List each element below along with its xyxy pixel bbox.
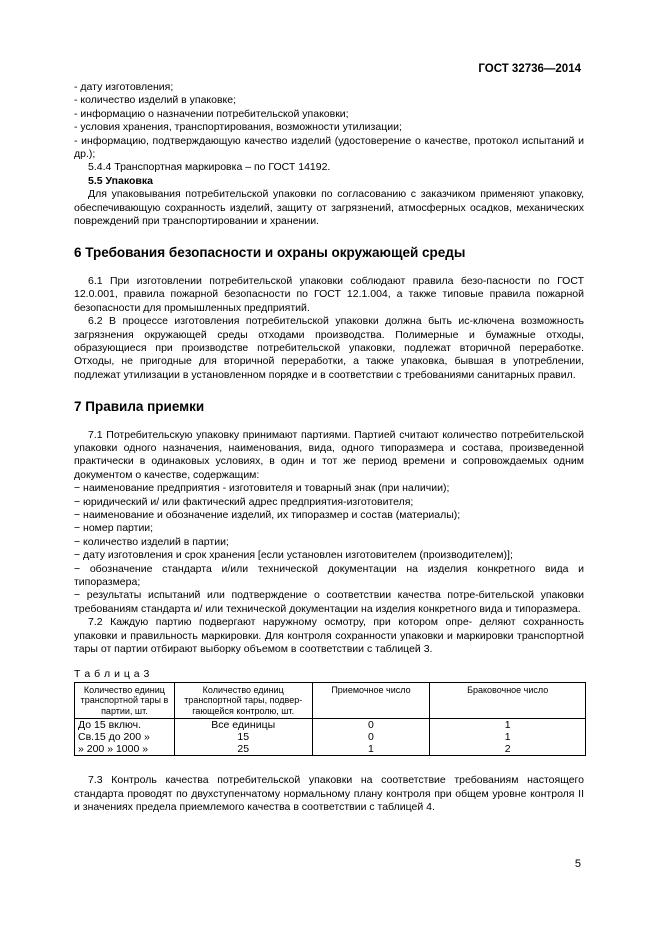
list-item: − юридический и/ или фактический адрес предприятия-изготовителя; — [74, 495, 414, 508]
table-cell: 1 — [430, 731, 586, 743]
clause-5-4-4: 5.4.4 Транспортная маркировка – по ГОСТ 14192. — [88, 161, 331, 174]
table-row — [75, 719, 586, 732]
table-cell: 1 — [312, 743, 430, 756]
table-header-cell: Браковочное число — [430, 682, 586, 719]
table-cell: До 15 включ. — [75, 719, 175, 732]
table-cell: 1 — [430, 719, 586, 732]
list-item: − номер партии; — [74, 522, 154, 535]
table-cell: Все единицы — [174, 719, 312, 732]
table-cell: 0 — [312, 719, 430, 732]
page-number: 5 — [574, 858, 581, 870]
list-item: - информацию, подтверждающую качество изделий (удостоверение о качестве, протокол испытаний и др.); — [74, 134, 584, 161]
table-cell: 2 — [430, 743, 586, 756]
section-6-title: 6 Требования безопасности и охраны окружающей среды — [74, 245, 466, 261]
table-row — [75, 731, 586, 743]
list-item: − обозначение стандарта и/или технической документации на изделия конкретного вида и типоразмера; — [74, 562, 584, 588]
list-item: − наименование предприятия - изготовителя и товарный знак (при наличии); — [74, 482, 450, 495]
clause-5-5-text: Для упаковывания потребительской упаковки по согласованию с заказчиком применяют упаковку, обеспечивающую сохранность изделий, защиту от загрязнений, атмосферных осадков, механических повреждений при транспортировании и хранении. — [74, 188, 584, 228]
list-item: − количество изделий в партии; — [74, 535, 229, 548]
sampling-table — [74, 682, 586, 757]
clause-7-2: 7.2 Каждую партию подвергают наружному осмотру, при котором опре- деляют сохранность упаковки и правильность маркировки. Для контроля сохранности упаковки и маркировки транспортной тары от партии отбирают выборку объемом в соответствии с таблицей 3. — [74, 616, 584, 656]
list-item: − дату изготовления и срок хранения [если установлен изготовителем (производителем)]; — [74, 549, 513, 562]
clause-5-5-title: 5.5 Упаковка — [88, 174, 153, 187]
list-item: − наименование и обозначение изделий, их типоразмер и состав (материалы); — [74, 508, 461, 521]
table-header-row — [75, 682, 586, 719]
table-cell: 0 — [312, 731, 430, 743]
clause-6-1: 6.1 При изготовлении потребительской упаковки соблюдают правила безо-пасности по ГОСТ 12.0.001, правила пожарной безопасности по ГОСТ 12.1.004, а также типовые правила пожарной безопасности для промышленных предприятий. — [74, 274, 584, 314]
list-item: − результаты испытаний или подтверждение о соответствии качества потре-бительской упаковки требованиям стандарта и/ или технической документации на изделия конкретного вида и типоразмера. — [74, 589, 584, 615]
table-caption: Т а б л и ц а 3 — [74, 668, 150, 681]
list-item: - информацию о назначении потребительской упаковки; — [74, 107, 349, 120]
table-header-cell: Приемочное число — [312, 682, 430, 719]
standard-header: ГОСТ 32736—2014 — [478, 63, 581, 75]
top-list — [74, 81, 584, 161]
clause-6-2: 6.2 В процессе изготовления потребительской упаковки должна быть ис-ключена возможность загрязнения окружающей среды отходами производства. Полимерные и бумажные отходы, образующиеся при производстве потребительской упаковки, подлежат вторичной переработке. Отходы, не пригодные для вторичной переработки, а также упаковка, бывшая в употреблении, подлежат утилизации в установленном порядке и в соответствии с требованиями санитарных правил. — [74, 315, 584, 381]
table-row — [75, 743, 586, 756]
list-item: - дату изготовления; — [74, 81, 174, 93]
list-item: - количество изделий в упаковке; — [74, 94, 237, 107]
table-cell: 25 — [174, 743, 312, 756]
section-7-title: 7 Правила приемки — [74, 399, 205, 415]
clause-7-3: 7.3 Контроль качества потребительской упаковки на соответствие требованиям настоящего стандарта проводят по двухступенчатому нормальному плану контроля при общем уровне контроля II и значениях предела приемлемого качества в соответствии с таблицей 4. — [74, 774, 584, 814]
page-content — [74, 81, 584, 815]
table-header-cell: Количество единиц транспортной тары в партии, шт. — [75, 682, 175, 719]
table-cell: Св.15 до 200 » — [75, 731, 175, 743]
clause-7-1: 7.1 Потребительскую упаковку принимают партиями. Партией считают количество потребительской упаковки одного назначения, наименования, вида, одного типоразмера и состава, произведенной практически в одинаковых условиях, в один и тот же период времени и сопровождаемых одним документом о качестве, содержащим: — [74, 428, 584, 481]
document-contents-list — [74, 482, 584, 616]
table-cell: » 200 » 1000 » — [75, 743, 175, 756]
list-item: - условия хранения, транспортирования, возможности утилизации; — [74, 121, 402, 134]
table-cell: 15 — [174, 731, 312, 743]
table-header-cell: Количество единиц транспортной тары, подвер-гающейся контролю, шт. — [174, 682, 312, 719]
